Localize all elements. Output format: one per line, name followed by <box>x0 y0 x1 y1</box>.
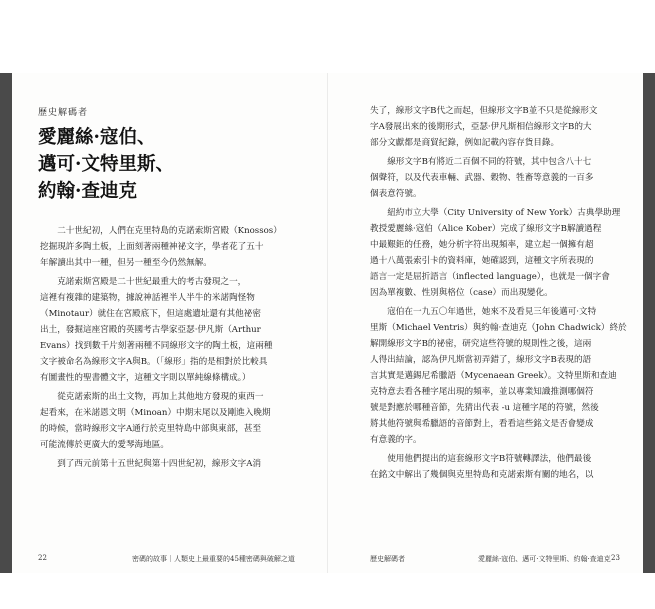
text-line: 解開線形文字B的祕密，研究這些符號的規則性之後，這兩 <box>370 339 592 349</box>
book-spine-shadow-left <box>0 73 12 573</box>
section-kicker: 歷史解碼者 <box>38 108 89 118</box>
text-line: 二十世紀初，人們在克里特島的克諾索斯宮殿（Knossos） <box>40 226 282 236</box>
text-line: 中最艱鉅的任務，她分析字符出現頻率，建立起一個擁有超 <box>370 240 594 250</box>
chapter-title-line: 愛麗絲·寇伯、 <box>38 127 156 148</box>
chapter-title <box>38 124 174 205</box>
chapter-title-line: 約翰·查迪克 <box>38 181 137 202</box>
book-spine-shadow-right <box>643 73 655 573</box>
page-number: 22 <box>38 554 47 562</box>
text-line: 教授愛麗絲·寇伯（Alice Kober）完成了線形文字B解讀過程 <box>370 224 602 234</box>
text-line: 線形文字B有將近二百個不同的符號，其中包含八十七 <box>370 157 592 167</box>
text-line: 克諾索斯宮殿是二十世紀最重大的考古發現之一， <box>40 277 247 287</box>
text-line: Evans）找到數千片刻著兩種不同線形文字的陶土板，這兩種 <box>40 341 273 351</box>
left-page <box>12 73 327 573</box>
text-line: 文字被命名為線形文字A與B。（「線形」指的是相對於比較具 <box>40 357 268 367</box>
text-line: 號是對應於哪種音節，先猜出代表 -u 這種字尾的符號，然後 <box>370 403 599 413</box>
text-line: 這裡有複雜的建築物，據說神話裡半人半牛的米諾陶怪物 <box>40 293 255 303</box>
text-line: 里斯（Michael Ventris）與約翰·查迪克（John Chadwick）終於 <box>370 323 627 333</box>
text-line: 有意義的字。 <box>370 435 422 445</box>
text-line: 出土，發掘這座宮殿的英國考古學家亞瑟·伊凡斯（Arthur <box>40 325 261 335</box>
text-line: 使用他們提出的這套線形文字B符號轉譯法，他們最後 <box>370 454 592 464</box>
page-number: 23 <box>611 554 620 562</box>
text-line: 克特意去看各種字尾出現的頻率，並以專業知識推測哪個符 <box>370 387 594 397</box>
text-line: 可能流傳於更廣大的愛琴海地區。 <box>40 440 169 450</box>
text-line: 個聲符，以及代表車輛、武器、穀物、牲畜等意義的一百多 <box>370 173 594 183</box>
text-line: 因為單複數、性別與格位（case）而出現變化。 <box>370 288 553 298</box>
text-line: 過十八萬張索引卡的資料庫，她確認到，這種文字所表現的 <box>370 256 594 266</box>
text-line: 失了，線形文字B代之而起，但線形文字B並不只是從線形文 <box>370 106 598 116</box>
text-line: 人得出結論，認為伊凡斯當初弄錯了，線形文字B表現的語 <box>370 355 592 365</box>
text-line: 的時候，當時線形文字A通行於克里特島中部與東部，甚至 <box>40 424 262 434</box>
right-page <box>328 73 643 573</box>
running-footer: 密碼的故事｜人類史上最重要的45種密碼與破解之道 <box>132 555 295 563</box>
text-line: 有圖畫性的聖書體文字，這種文字則以單純線條構成。） <box>40 373 251 383</box>
text-line: 個表意符號。 <box>370 189 422 199</box>
text-line: 從克諾索斯的出土文物，再加上其他地方發現的東西一 <box>40 392 264 402</box>
text-line: 語言一定是屈折語言（inflected language），也就是一個字會 <box>370 272 610 282</box>
running-footer-kicker: 歷史解碼者 <box>370 555 405 563</box>
text-line: 年解讀出其中一種，但另一種至今仍然無解。 <box>40 258 212 268</box>
text-line: 在銘文中解出了幾個與克里特島和克諾索斯有關的地名，以 <box>370 470 594 480</box>
text-line: 言其實是邁錫尼希臘語（Mycenaean Greek）。文特里斯和查迪 <box>370 371 617 381</box>
text-line: 部分文獻都是商貿紀錄，例如記載內容存貨目錄。 <box>370 138 560 148</box>
text-line: 紐約市立大學（City University of New York）古典學助理 <box>370 208 621 218</box>
text-line: （Minotaur）就住在宮殿底下，但這處遺址還有其他祕密 <box>40 309 261 319</box>
text-line: 字A發展出來的後期形式，亞瑟·伊凡斯相信線形文字B的大 <box>370 122 592 132</box>
text-line: 寇伯在一九五〇年過世，她來不及看見三年後邁可·文特 <box>370 307 597 317</box>
chapter-title-line: 邁可·文特里斯、 <box>38 154 174 175</box>
text-line: 起看來，在米諾恩文明（Minoan）中期末尾以及剛進入晚期 <box>40 408 271 418</box>
text-line: 將其他符號與希臘語的音節對上，看看這些銘文是否會變成 <box>370 419 594 429</box>
running-footer: 愛麗絲·寇伯、邁可·文特里斯、約翰·查迪克 <box>478 555 611 563</box>
text-line: 到了西元前第十五世紀與第十四世紀初，線形文字A消 <box>40 459 262 469</box>
book-spread <box>12 73 643 573</box>
text-line: 挖掘現許多陶土板，上面刻著兩種神祕文字，學者花了五十 <box>40 242 264 252</box>
